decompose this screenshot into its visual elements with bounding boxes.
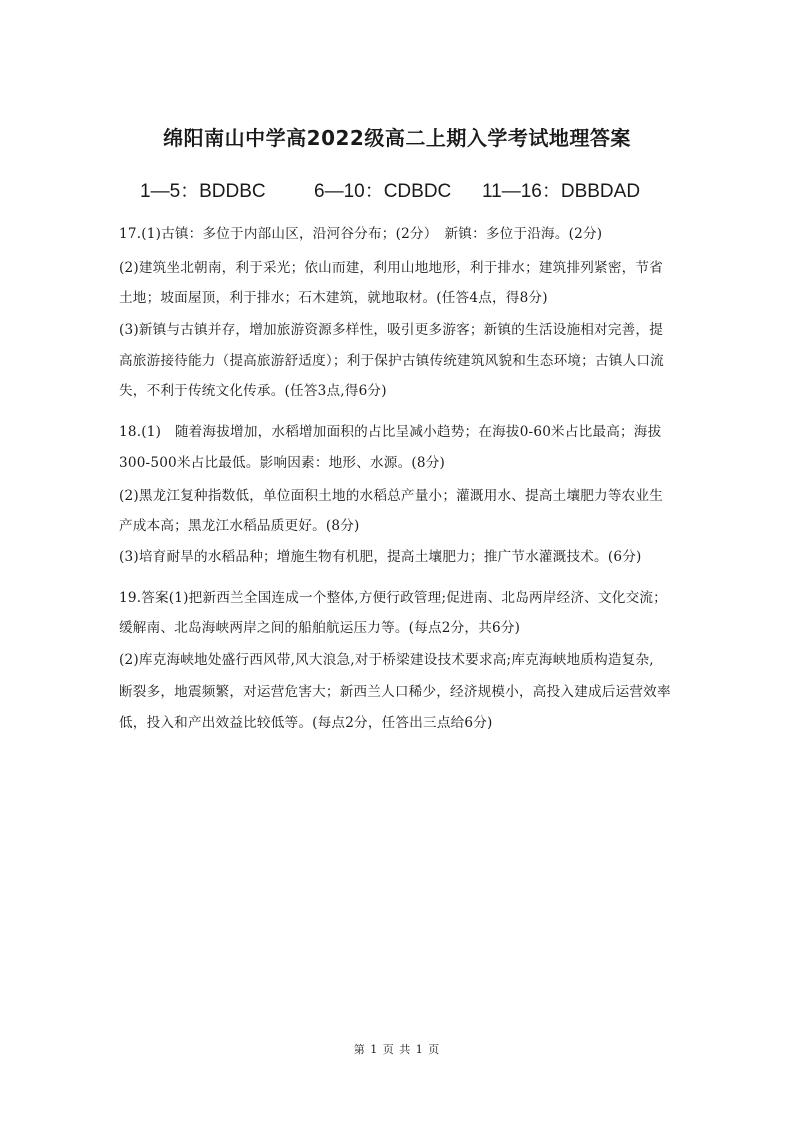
q17-part2-line1: (2)建筑坐北朝南，利于采光；依山而建，利用山地地形，利于排水；建筑排列紧密，节省 (119, 260, 664, 276)
q19-part2-line3: 低，投入和产出效益比较低等。(每点2分，任答出三点给6分) (119, 715, 493, 731)
q17-part1: 17.(1)古镇：多位于内部山区，沿河谷分布；(2分） 新镇：多位于沿海。(2分) (119, 226, 603, 242)
q19-part1-line2: 缓解南、北岛海峡两岸之间的船舶航运压力等。(每点2分，共6分) (119, 620, 521, 636)
q18-part1-line1: 18.(1) 随着海拔增加，水稻增加面积的占比呈减小趋势；在海拔0-60米占比最高；海拔 (119, 424, 662, 440)
q17-part3-line3: 失，不利于传统文化传承。(任答3点,得6分) (119, 383, 387, 399)
q19-part2-line1: (2)库克海峡地处盛行西风带,风大浪急,对于桥梁建设技术要求高;库克海峡地质构造复杂, (119, 652, 654, 668)
q17-part3-line1: (3)新镇与古镇并存，增加旅游资源多样性，吸引更多游客；新镇的生活设施相对完善，提 (119, 322, 664, 338)
q18-part3: (3)培育耐旱的水稻品种；增施生物有机肥，提高土壤肥力；推广节水灌溉技术。(6分) (119, 549, 642, 565)
mc-answers-6-10: 6—10：CDBDC (314, 181, 452, 202)
q19-part1-line1: 19.答案(1)把新西兰全国连成一个整体,方便行政管理;促进南、北岛两岸经济、文化交流； (119, 590, 667, 606)
mc-answers-11-16: 11—16：DBBDAD (482, 181, 641, 202)
q17-part3-line2: 高旅游接待能力（提高旅游舒适度）；利于保护古镇传统建筑风貌和生态环境；古镇人口流 (119, 353, 664, 369)
q18-part2-line2: 产成本高；黑龙江水稻品质更好。(8分) (119, 518, 360, 534)
mc-answers-1-5: 1—5：BDDBC (140, 181, 266, 202)
page-footer: 第 1 页 共 1 页 (353, 1043, 441, 1056)
q18-part1-line2: 300-500米占比最低。影响因素：地形、水源。(8分) (119, 455, 446, 471)
q19-part2-line2: 断裂多，地震频繁，对运营危害大；新西兰人口稀少，经济规模小，高投入建成后运营效率 (119, 684, 671, 700)
q17-part2-line2: 土地；坡面屋顶，利于排水；石木建筑，就地取材。(任答4点，得8分) (119, 290, 548, 306)
page-title: 绵阳南山中学高2022级高二上期入学考试地理答案 (163, 126, 631, 150)
q18-part2-line1: (2)黑龙江复种指数低，单位面积土地的水稻总产量小；灌溉用水、提高土壤肥力等农业生 (119, 488, 664, 504)
